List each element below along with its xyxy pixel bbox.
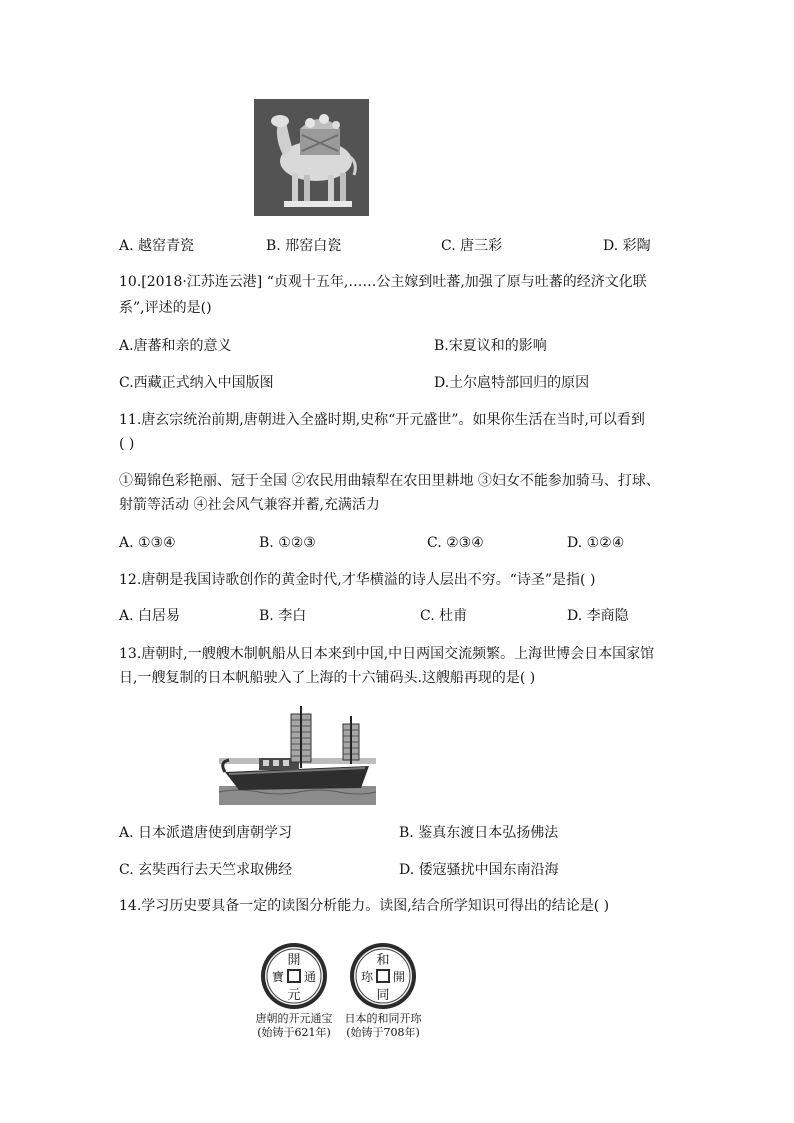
coin1-caption — [243, 1012, 345, 1040]
coin1-char-right: 通 — [303, 970, 317, 984]
q9-option-d[interactable]: D. 彩陶 — [603, 238, 651, 254]
coin1-caption-line2: (始铸于621年) — [257, 1026, 331, 1039]
q9-option-c[interactable]: C. 唐三彩 — [441, 238, 503, 254]
q10-option-b[interactable]: B.宋夏议和的影响 — [434, 338, 547, 354]
q9-option-b[interactable]: B. 邢窑白瓷 — [266, 238, 342, 254]
q13-stem-line2: 日,一艘复制的日本帆船驶入了上海的十六铺码头.这艘船再现的是( ) — [119, 670, 536, 686]
sancai-camel-image — [254, 99, 369, 216]
q13-option-a[interactable]: A. 日本派遣唐使到唐朝学习 — [119, 825, 293, 841]
coin1-char-top: 開 — [287, 953, 301, 968]
q12-option-c[interactable]: C. 杜甫 — [420, 608, 468, 624]
q12-option-d[interactable]: D. 李商隐 — [567, 608, 629, 624]
q13-stem-line1: 13.唐朝时,一艘艘木制帆船从日本来到中国,中日两国交流频繁。上海世博会日本国家馆 — [119, 646, 655, 662]
q11-option-a[interactable]: A. ①③④ — [119, 535, 176, 551]
q11-stem-line2: ( ) — [119, 436, 135, 452]
japanese-ship-image — [219, 702, 376, 805]
q10-option-d[interactable]: D.土尔扈特部回归的原因 — [434, 375, 590, 391]
q10-stem-line2: 系”,评述的是() — [119, 300, 212, 316]
q12-option-a[interactable]: A. 白居易 — [119, 608, 181, 624]
q11-option-d[interactable]: D. ①②④ — [567, 535, 625, 551]
coin2-caption-line2: (始铸于708年) — [346, 1026, 420, 1039]
q11-items-line2: 射箭等活动 ④社会风气兼容并蓄,充满活力 — [119, 497, 380, 513]
q11-option-b[interactable]: B. ①②③ — [259, 535, 316, 551]
coin2-char-bottom: 同 — [376, 988, 390, 1003]
coin2-char-left: 珎 — [360, 970, 374, 984]
kaiyuan-tongbao-coin-image — [260, 942, 328, 1010]
q12-stem: 12.唐朝是我国诗歌创作的黄金时代,才华横溢的诗人层出不穷。“诗圣”是指( ) — [119, 572, 596, 588]
q13-option-b[interactable]: B. 鉴真东渡日本弘扬佛法 — [399, 825, 559, 841]
q10-stem-line1: 10.[2018·江苏连云港] “贞观十五年,……公主嫁到吐蕃,加强了原与吐蕃的经济文化联 — [119, 274, 647, 290]
q11-items-line1: ①蜀锦色彩艳丽、冠于全国 ②农民用曲辕犁在农田里耕地 ③妇女不能参加骑马、打球、 — [119, 473, 660, 489]
coin1-caption-line1: 唐朝的开元通宝 — [255, 1012, 333, 1025]
coin2-caption-line1: 日本的和同开珎 — [344, 1012, 422, 1025]
q13-option-d[interactable]: D. 倭寇骚扰中国东南沿海 — [399, 862, 559, 878]
q10-option-a[interactable]: A.唐蕃和亲的意义 — [119, 338, 232, 354]
q11-option-c[interactable]: C. ②③④ — [427, 535, 484, 551]
q13-option-c[interactable]: C. 玄奘西行去天竺求取佛经 — [119, 862, 293, 878]
coin2-char-top: 和 — [376, 953, 390, 968]
coin2-char-right: 開 — [392, 970, 406, 984]
q9-option-a[interactable]: A. 越窑青瓷 — [119, 238, 195, 254]
coin2-caption — [332, 1012, 434, 1040]
coin1-char-left: 寶 — [271, 970, 285, 984]
q14-stem: 14.学习历史要具备一定的读图分析能力。读图,结合所学知识可得出的结论是( ) — [119, 898, 610, 914]
wadokaichin-coin-image — [349, 942, 417, 1010]
q10-option-c[interactable]: C.西藏正式纳入中国版图 — [119, 375, 274, 391]
coin1-char-bottom: 元 — [287, 988, 301, 1003]
q11-stem-line1: 11.唐玄宗统治前期,唐朝进入全盛时期,史称“开元盛世”。如果你生活在当时,可以看到 — [119, 412, 645, 428]
q12-option-b[interactable]: B. 李白 — [259, 608, 307, 624]
